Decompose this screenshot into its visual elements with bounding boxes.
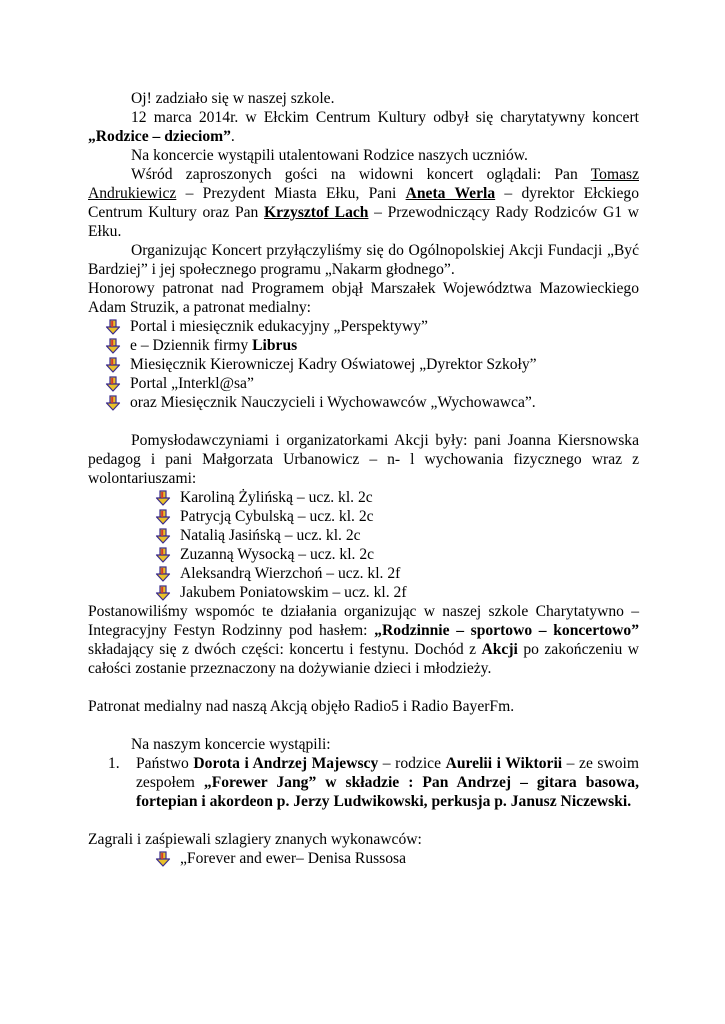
list-item: Portal i miesięcznik edukacyjny „Perspektywy” (105, 317, 639, 336)
guest-name-chairman: Krzysztof Lach (264, 204, 369, 221)
arrow-down-bullet-icon (105, 357, 121, 373)
list-item: 1. Państwo Dorota i Andrzej Majewscy – rodzice Aurelii i Wiktorii – ze swoim zespołem „Forewer Jang” w składzie : Pan Andrzej – gitara basowa, fortepian i akordeon p. Jerzy Ludwikowski, perkusja p. Janusz Niczewski. (108, 755, 639, 810)
performers-list (88, 754, 639, 811)
patronage-paragraph: Honorowy patronat nad Programem objął Marszałek Województwa Mazowieckiego Adam Struzik, a patronat medialny: (88, 280, 639, 316)
guest-name-director: Aneta Werla (405, 185, 496, 202)
list-item: Miesięcznik Kierowniczej Kadry Oświatowej „Dyrektor Szkoły” (105, 355, 639, 374)
list-item: e – Dziennik firmy Librus (105, 336, 639, 355)
volunteers-list (155, 488, 639, 602)
parents-line: Na koncercie wystąpili utalentowani Rodzice naszych uczniów. (131, 147, 528, 164)
arrow-down-bullet-icon (155, 528, 171, 544)
concert-title: „Rodzice – dzieciom” (88, 128, 231, 145)
arrow-down-bullet-icon (105, 376, 121, 392)
arrow-down-bullet-icon (155, 547, 171, 563)
arrow-down-bullet-icon (155, 851, 171, 867)
arrow-down-bullet-icon (155, 509, 171, 525)
list-item: Patrycją Cybulską – ucz. kl. 2c (155, 507, 639, 526)
list-item: Aleksandrą Wierzchoń – ucz. kl. 2f (155, 564, 639, 583)
document-page (88, 89, 639, 868)
arrow-down-bullet-icon (105, 395, 121, 411)
list-item: oraz Miesięcznik Nauczycieli i Wychowawców „Wychowawca”. (105, 393, 639, 412)
foundation-paragraph: Organizując Koncert przyłączyliśmy się do Ogólnopolskiej Akcji Fundacji „Być Bardziej” i jej społecznego programu „Nakarm głodnego”. (88, 242, 639, 278)
festival-paragraph: Postanowiliśmy wspomóc te działania organizując w naszej szkole Charytatywno – Integracyjny Festyn Rodzinny pod hasłem: „Rodzinnie – sportowo – koncertowo” składający się z dwóch części: koncertu i festynu. Dochód z Akcji po zakończeniu w całości zostanie przeznaczony na dożywianie dzieci i młodzieży. (88, 603, 639, 677)
media-list (105, 317, 639, 412)
concert-paragraph: 12 marca 2014r. w Ełckim Centrum Kultury odbył się charytatywny koncert „Rodzice – dzieciom”. (88, 109, 639, 145)
intro-line: Oj! zadziało się w naszej szkole. (131, 90, 335, 107)
songs-list (155, 849, 639, 868)
arrow-down-bullet-icon (155, 490, 171, 506)
arrow-down-bullet-icon (155, 566, 171, 582)
list-item: Jakubem Poniatowskim – ucz. kl. 2f (155, 583, 639, 602)
list-item: „Forever and ewer– Denisa Russosa (155, 849, 639, 868)
radio-patronage-line: Patronat medialny nad naszą Akcją objęło Radio5 i Radio BayerFm. (88, 698, 515, 715)
arrow-down-bullet-icon (105, 338, 121, 354)
guests-paragraph: Wśród zaproszonych gości na widowni koncert oglądali: Pan Tomasz Andrukiewicz – Prezydent Miasta Ełku, Pani Aneta Werla – dyrektor Ełckiego Centrum Kultury oraz Pan Krzysztof Lach – Przewodniczący Rady Rodziców G1 w Ełku. (88, 166, 640, 240)
organizers-paragraph: Pomysłodawczyniami i organizatorkami Akcji były: pani Joanna Kiersnowska pedagog i pani Małgorzata Urbanowicz – n- l wychowania fizycznego wraz z wolontariuszami: (88, 432, 639, 487)
list-item: Natalią Jasińską – ucz. kl. 2c (155, 526, 639, 545)
arrow-down-bullet-icon (155, 585, 171, 601)
arrow-down-bullet-icon (105, 319, 121, 335)
songs-heading: Zagrali i zaśpiewali szlagiery znanych wykonawców: (88, 831, 422, 848)
list-item: Portal „Interkl@sa” (105, 374, 639, 393)
list-item: Karoliną Żylińską – ucz. kl. 2c (155, 488, 639, 507)
guest-name-president: Tomasz Andrukiewicz (88, 166, 639, 202)
list-item: Zuzanną Wysocką – ucz. kl. 2c (155, 545, 639, 564)
festival-slogan: „Rodzinnie – sportowo – koncertowo” (374, 622, 639, 639)
performers-heading: Na naszym koncercie wystąpili: (131, 736, 331, 753)
